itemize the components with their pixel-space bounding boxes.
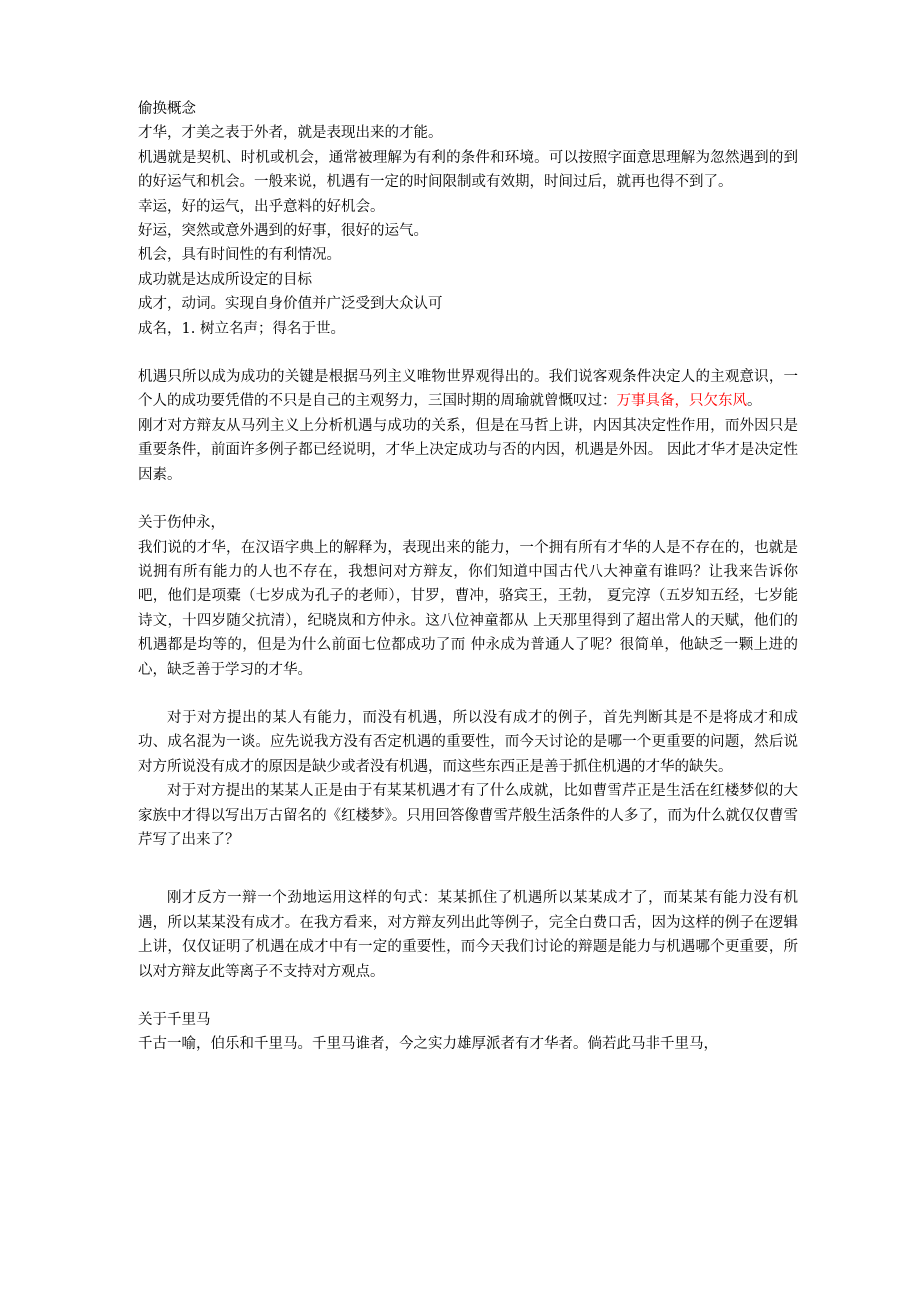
definition-good-luck: 好运，突然或意外遇到的好事，很好的运气。 xyxy=(138,223,428,240)
definition-opportunity: 机遇就是契机、时机或机会，通常被理解为有利的条件和环境。可以按照字面意思理解为忽然遇到的到的好运气和机会。一般来说，机遇有一定的时间限制或有效期，时间过后，就再也得不到了。 xyxy=(138,149,798,191)
concepts-heading: 偷换概念 xyxy=(138,101,196,117)
definition-chengcai: 成才，动词。实现自身价值并广泛受到大众认可 xyxy=(138,296,443,313)
definition-talent: 才华，才美之表于外者，就是表现出来的才能。 xyxy=(138,125,443,142)
definition-success: 成功就是达成所设定的目标 xyxy=(138,271,312,288)
blank-line xyxy=(138,984,798,1008)
definition-chance: 机会，具有时间性的有利情况。 xyxy=(138,247,341,264)
paragraph-marxism: 刚才对方辩友从马列主义上分析机遇与成功的关系，但是在马哲上讲，内因其决定性作用，而外因只是重要条件，前面许多例子都已经说明，才华上决定成功与否的内因，机遇是外因。 因此才华才是决定性因素。 xyxy=(138,417,798,483)
paragraph-horse: 千古一喻，伯乐和千里马。千里马谁者，今之实力雄厚派者有才华者。倘若此马非千里马， xyxy=(138,1036,718,1053)
horse-heading: 关于千里马 xyxy=(138,1012,211,1028)
blank-line xyxy=(138,487,798,511)
paragraph-opportunity-key-text: 机遇只所以成为成功的关键是根据马列主义唯物世界观得出的。我们说客观条件决定人的主观意识，一个人的成功要凭借的不只是自己的主观努力，三国时期的周瑜就曾慨叹过： xyxy=(138,369,798,410)
paragraph-rebut-ability: 对于对方提出的某人有能力，而没有机遇，所以没有成才的例子，首先判断其是不是将成才和成功、成名混为一谈。应先说我方没有否定机遇的重要性，而今天讨论的是哪一个更重要的问题，然后说对方所说没有成才的原因是缺少或者没有机遇，而这些东西正是善于抓住机遇的才华的缺失。 xyxy=(138,709,798,775)
paragraph-rebut-caoxueqin: 对于对方提出的某某人正是由于有某某机遇才有了什么成就，比如曹雪芹正是生活在红楼梦似的大家族中才得以写出万古留名的《红楼梦》。只用回答像曹雪芹般生活条件的人多了，而为什么就仅仅曹雪芹写了出来了？ xyxy=(138,783,798,848)
red-quote: 万事具备，只欠东风 xyxy=(616,393,747,410)
paragraph-zhongyong: 我们说的才华，在汉语字典上的解释为，表现出来的能力，一个拥有所有才华的人是不存在的，也就是说拥有所有能力的人也不存在，我想问对方辩友，你们知道中国古代八大神童有谁吗？让我来告诉你吧，他们是项橐（七岁成为孔子的老师），甘罗，曹冲，骆宾王，王勃， 夏完淳（五岁知五经，七岁能诗文，十四岁随父抗清），纪晓岚和方仲永。这八位神童都从 上天那里得到了超出常人的天赋，他们的机遇都是均等的，但是为什么前面七位都成功了而 仲永成为普通人了呢？很简单，他缺乏一颗上进的心，缺乏善于学习的才华。 xyxy=(138,539,798,678)
paragraph-opportunity-key xyxy=(138,365,798,414)
zhongyong-heading: 关于伤仲永， xyxy=(138,515,225,532)
blank-line xyxy=(138,682,798,706)
paragraph-opportunity-key-end: 。 xyxy=(747,393,762,410)
blank-line xyxy=(138,852,798,886)
document-body xyxy=(138,97,798,1057)
definition-chengming: 成名，1. 树立名声；得名于世。 xyxy=(138,320,345,337)
blank-line xyxy=(138,341,798,365)
definition-fortune: 幸运，好的运气，出乎意料的好机会。 xyxy=(138,198,385,215)
paragraph-rebut-sentence: 刚才反方一辩一个劲地运用这样的句式：某某抓住了机遇所以某某成才了，而某某有能力没有机遇，所以某某没有成才。在我方看来，对方辩友列出此等例子，完全白费口舌，因为这样的例子在逻辑上讲，仅仅证明了机遇在成才中有一定的重要性，而今天我们讨论的辩题是能力与机遇哪个更重要，所以对方辩友此等离子不支持对方观点。 xyxy=(138,890,798,980)
